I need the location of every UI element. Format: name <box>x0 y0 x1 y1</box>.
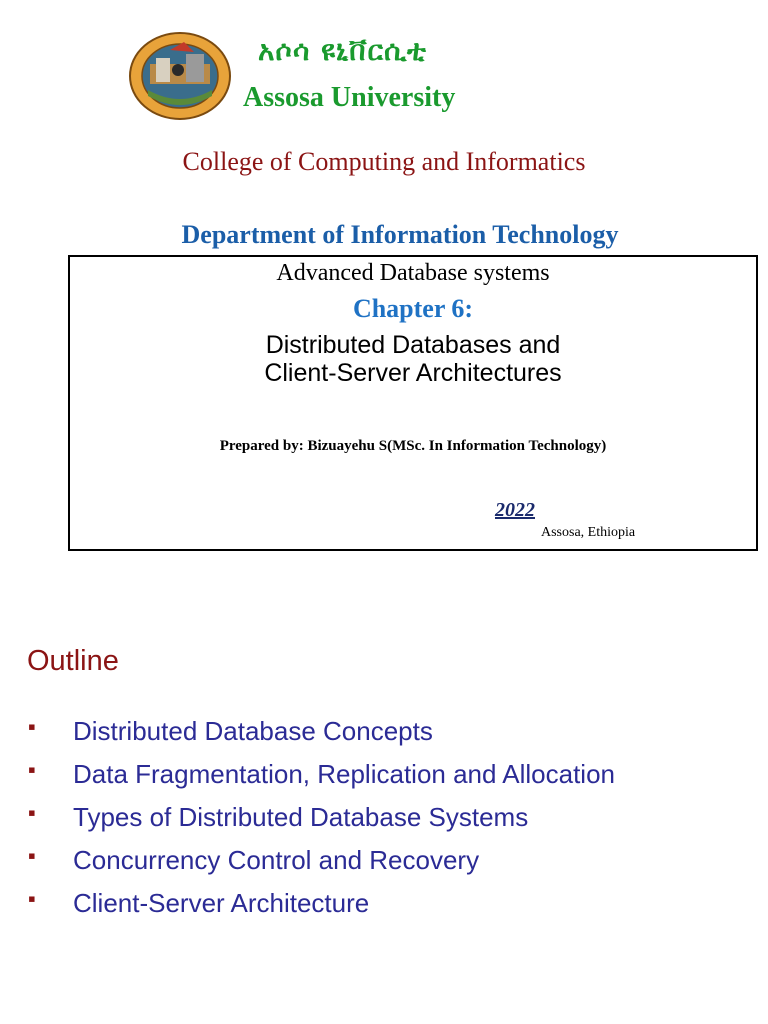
location: Assosa, Ethiopia <box>541 525 636 540</box>
list-item-label: Types of Distributed Database Systems <box>73 802 529 832</box>
title-box <box>68 255 758 551</box>
bullet-icon: ▪ <box>28 800 36 825</box>
list-item-label: Data Fragmentation, Replication and Allocation <box>73 759 615 789</box>
list-item-label: Distributed Database Concepts <box>73 716 433 746</box>
bullet-icon: ▪ <box>28 843 36 868</box>
college-name: College of Computing and Informatics <box>182 147 586 176</box>
bullet-icon: ▪ <box>28 757 36 782</box>
chapter-number: Chapter 6: <box>352 294 474 323</box>
university-name-amharic: አሶሳ ዩኒቨርሲቲ <box>258 34 427 67</box>
prepared-by: Prepared by: Bizuayehu S(MSc. In Information Technology) <box>219 438 607 454</box>
bullet-icon: ▪ <box>28 886 36 911</box>
year: 2022 <box>495 499 535 521</box>
list-item-label: Client-Server Architecture <box>73 888 370 918</box>
university-seal-icon <box>128 30 238 122</box>
chapter-title-line1: Distributed Databases and <box>265 331 561 359</box>
course-name: Advanced Database systems <box>276 260 550 286</box>
university-logo <box>128 30 238 122</box>
chapter-title-line2: Client-Server Architectures <box>264 359 562 387</box>
department-name: Department of Information Technology <box>181 220 619 249</box>
bullet-icon: ▪ <box>28 714 36 739</box>
university-name-english: Assosa University <box>243 82 456 113</box>
chapter-title <box>70 331 756 387</box>
outline-heading: Outline <box>27 645 119 677</box>
list-item-label: Concurrency Control and Recovery <box>73 845 480 875</box>
